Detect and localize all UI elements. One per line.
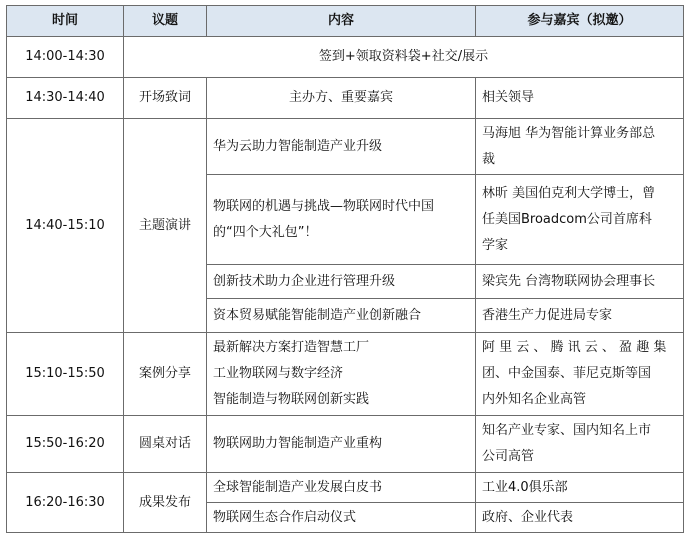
content-line: 物联网的机遇与挑战—物联网时代中国 [213, 198, 435, 214]
time-cell: 14:30-14:40 [7, 78, 124, 119]
guests-cell: 相关领导 [476, 78, 684, 119]
guests-cell [476, 175, 684, 265]
time-cell: 14:00-14:30 [7, 37, 124, 78]
guests-cell: 政府、企业代表 [476, 503, 684, 533]
topic-cell: 开场致词 [124, 78, 207, 119]
time-cell: 16:20-16:30 [7, 473, 124, 533]
guests-cell: 梁宾先 台湾物联网协会理事长 [476, 265, 684, 299]
header-time: 时间 [7, 6, 124, 37]
content-line: 最新解决方案打造智慧工厂 [213, 340, 370, 355]
guests-cell [476, 119, 684, 175]
table-row [7, 473, 684, 503]
guests-cell: 工业4.0俱乐部 [476, 473, 684, 503]
topic-cell: 案例分享 [124, 333, 207, 416]
content-cell: 主办方、重要嘉宾 [207, 78, 476, 119]
guest-line: 裁 [482, 151, 496, 167]
guest-line: 马海旭 华为智能计算业务部总 [482, 125, 656, 141]
guest-line: 林昕 美国伯克利大学博士，曾 [482, 185, 656, 201]
guest-line: 阿 里 云 、 腾 讯 云 、 盈 趣 集 [482, 340, 667, 355]
content-cell: 华为云助力智能制造产业升级 [207, 119, 476, 175]
guests-cell [476, 333, 684, 416]
guests-cell [476, 416, 684, 473]
content-cell: 资本贸易赋能智能制造产业创新融合 [207, 299, 476, 333]
content-line: 的“四个大礼包”！ [213, 224, 318, 240]
time-cell: 15:50-16:20 [7, 416, 124, 473]
agenda-table [6, 5, 684, 533]
content-cell: 签到+领取资料袋+社交/展示 [124, 37, 684, 78]
table-row [7, 78, 684, 119]
guest-line: 公司高管 [482, 449, 535, 464]
topic-cell: 成果发布 [124, 473, 207, 533]
guest-line: 团、中金国泰、菲尼克斯等国 [482, 366, 652, 381]
topic-cell: 圆桌对话 [124, 416, 207, 473]
content-cell [207, 175, 476, 265]
guest-line: 学家 [482, 237, 509, 253]
guests-cell: 香港生产力促进局专家 [476, 299, 684, 333]
table-row [7, 119, 684, 175]
header-topic: 议题 [124, 6, 207, 37]
table-row [7, 333, 684, 416]
guest-line: 知名产业专家、国内知名上市 [482, 423, 652, 438]
content-line: 工业物联网与数字经济 [213, 366, 344, 381]
content-cell: 全球智能制造产业发展白皮书 [207, 473, 476, 503]
guest-line: 内外知名企业高管 [482, 392, 587, 407]
table-row [7, 37, 684, 78]
content-cell: 物联网助力智能制造产业重构 [207, 416, 476, 473]
guest-line: 任美国Broadcom公司首席科 [482, 211, 652, 227]
header-guests: 参与嘉宾（拟邀） [476, 6, 684, 37]
header-row [7, 6, 684, 37]
time-cell: 15:10-15:50 [7, 333, 124, 416]
content-cell: 物联网生态合作启动仪式 [207, 503, 476, 533]
header-content: 内容 [207, 6, 476, 37]
table-row [7, 416, 684, 473]
content-line: 智能制造与物联网创新实践 [213, 392, 370, 407]
topic-cell: 主题演讲 [124, 119, 207, 333]
content-cell [207, 333, 476, 416]
time-cell: 14:40-15:10 [7, 119, 124, 333]
content-cell: 创新技术助力企业进行管理升级 [207, 265, 476, 299]
